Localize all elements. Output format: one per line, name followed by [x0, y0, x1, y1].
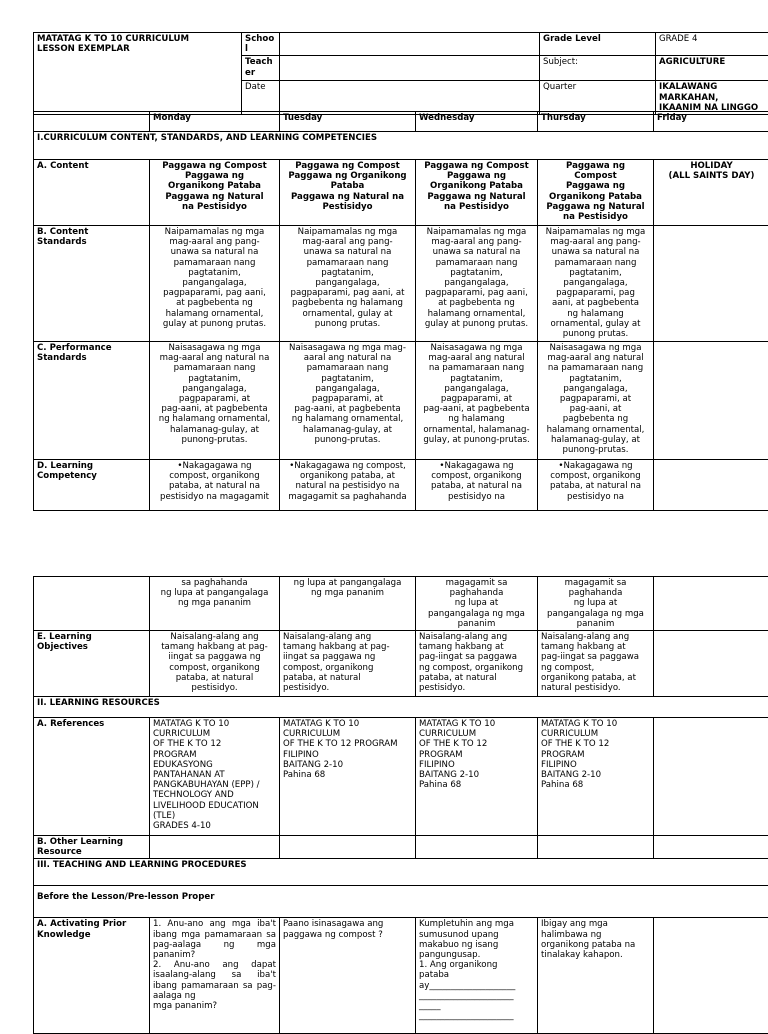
lesson-exemplar-table-page-1 [33, 32, 768, 115]
competency-monday: •Nakagagawa ng compost, organikong pataba, at natural na pestisidyo na magagamit [150, 460, 280, 511]
quarter-value: IKALAWANG MARKAHAN, IKAANIM NA LINGGO [656, 81, 768, 115]
row-label-objectives: E. Learning Objectives [34, 631, 150, 697]
prior-knowledge-monday: 1. Anu-ano ang mga iba't ibang mga pamamaraan sa pag-aalaga ng mga pananim? 2. Anu-ano ang dapat isaalang-alang sa iba't ibang pamamaraan sa pag-aalaga ng mga pananim? [150, 918, 280, 1034]
date-field[interactable] [280, 81, 540, 115]
other-resources-friday [654, 836, 768, 859]
grade-level-label: Grade Level [540, 33, 656, 56]
corner-cell [34, 112, 150, 132]
objectives-friday [654, 631, 768, 697]
prior-knowledge-tuesday: Paano isinasagawa ang paggawa ng compost ? [280, 918, 416, 1034]
other-resources-tuesday [280, 836, 416, 859]
performance-standards-wednesday: Naisasagawa ng mga mag-aaral ang natural na pamamaraan nang pagtatanim, pangangalaga, pagpaparami, at pag-aani, at pagbebenta ng halamang ornamental, halamanag- gulay, at punong-prutas. [416, 342, 538, 460]
objectives-tuesday: Naisalang-alang ang tamang hakbang at pag- iingat sa paggawa ng compost, organikong pataba, at natural pestisidyo. [280, 631, 416, 697]
day-monday: Monday [150, 112, 280, 132]
objectives-thursday: Naisalang-alang ang tamang hakbang at pag-iingat sa paggawa ng compost, organikong pataba, at natural pestisidyo. [538, 631, 654, 697]
competency-cont-tuesday: ng lupa at pangangalaga ng mga pananim [280, 577, 416, 631]
objectives-monday: Naisalang-alang ang tamang hakbang at pag- iingat sa paggawa ng compost, organikong pataba, at natural pestisidyo. [150, 631, 280, 697]
grade-level-value: GRADE 4 [656, 33, 768, 56]
lesson-plan-grid-page-1 [33, 111, 768, 511]
lesson-plan-grid-page-2 [33, 576, 768, 1034]
section-before-lesson: Before the Lesson/Pre-lesson Proper [34, 886, 768, 918]
day-friday: Friday [654, 112, 768, 132]
row-label-other-resources: B. Other Learning Resource [34, 836, 150, 859]
subject-value: AGRICULTURE [656, 56, 768, 81]
references-monday: MATATAG K TO 10 CURRICULUM OF THE K TO 12 PROGRAM EDUKASYONG PANTAHANAN AT PANGKABUHAYAN (EPP) / TECHNOLOGY AND LIVELIHOOD EDUCATION (TLE) GRADES 4-10 [150, 718, 280, 836]
content-friday: HOLIDAY (ALL SAINTS DAY) [654, 160, 768, 226]
teacher-label: Teach er [242, 56, 280, 81]
quarter-label: Quarter [540, 81, 656, 115]
competency-thursday: •Nakagagawa ng compost, organikong pataba, at natural na pestisidyo na [538, 460, 654, 511]
content-standards-thursday: Naipamamalas ng mga mag-aaral ang pang- unawa sa natural na pamamaraan nang pagtatanim, pangangalaga, pagpaparami, pag aani, at pagbebenta ng halamang ornamental, gulay at punong prutas. [538, 226, 654, 342]
references-friday [654, 718, 768, 836]
subject-label: Subject: [540, 56, 656, 81]
competency-cont-friday [654, 577, 768, 631]
content-standards-wednesday: Naipamamalas ng mga mag-aaral ang pang- unawa sa natural na pamamaraan nang pagtatanim, pangangalaga, pagpaparami, pag aani, at pagbebenta ng halamang ornamental, gulay at punong prutas. [416, 226, 538, 342]
references-thursday: MATATAG K TO 10 CURRICULUM OF THE K TO 12 PROGRAM FILIPINO BAITANG 2-10 Pahina 68 [538, 718, 654, 836]
competency-cont-label [34, 577, 150, 631]
performance-standards-monday: Naisasagawa ng mga mag-aaral ang natural na pamamaraan nang pagtatanim, pangangalaga, pagpaparami, at pag-aani, at pagbebenta ng halamang ornamental, halamanag-gulay, at punong-prutas. [150, 342, 280, 460]
other-resources-monday [150, 836, 280, 859]
school-field[interactable] [280, 33, 540, 56]
row-label-content: A. Content [34, 160, 150, 226]
prior-knowledge-thursday: Ibigay ang mga halimbawa ng organikong pataba na tinalakay kahapon. [538, 918, 654, 1034]
row-label-competency: D. Learning Competency [34, 460, 150, 511]
content-thursday: Paggawa ng Compost Paggawa ng Organikong Pataba Paggawa ng Natural na Pestisidyo [538, 160, 654, 226]
content-wednesday: Paggawa ng Compost Paggawa ng Organikong Pataba Paggawa ng Natural na Pestisidyo [416, 160, 538, 226]
date-label: Date [242, 81, 280, 115]
content-standards-friday [654, 226, 768, 342]
performance-standards-tuesday: Naisasagawa ng mga mag- aaral ang natural na pamamaraan nang pagtatanim, pangangalaga, pagpaparami, at pag-aani, at pagbebenta ng halamang ornamental, halamanag-gulay, at punong-prutas. [280, 342, 416, 460]
references-wednesday: MATATAG K TO 10 CURRICULUM OF THE K TO 12 PROGRAM FILIPINO BAITANG 2-10 Pahina 68 [416, 718, 538, 836]
row-label-content-standards: B. Content Standards [34, 226, 150, 342]
section-procedures: III. TEACHING AND LEARNING PROCEDURES [34, 859, 768, 886]
prior-knowledge-wednesday: Kumpletuhin ang mga sumusunod upang makabuo ng isang pangungusap. 1. Ang organikong pataba ay____________________ ______________________ _____ ______________________ [416, 918, 538, 1034]
school-label: Schoo l [242, 33, 280, 56]
content-standards-tuesday: Naipamamalas ng mga mag-aaral ang pang- unawa sa natural na pamamaraan nang pagtatanim, pangangalaga, pagpaparami, pag aani, at pagbebenta ng halamang ornamental, gulay at punong prutas. [280, 226, 416, 342]
row-label-prior-knowledge: A. Activating Prior Knowledge [34, 918, 150, 1034]
teacher-field[interactable] [280, 56, 540, 81]
performance-standards-friday [654, 342, 768, 460]
competency-cont-monday: sa paghahanda ng lupa at pangangalaga ng mga pananim [150, 577, 280, 631]
references-tuesday: MATATAG K TO 10 CURRICULUM OF THE K TO 12 PROGRAM FILIPINO BAITANG 2-10 Pahina 68 [280, 718, 416, 836]
other-resources-wednesday [416, 836, 538, 859]
competency-friday [654, 460, 768, 511]
exemplar-title: MATATAG K TO 10 CURRICULUM LESSON EXEMPLAR [34, 33, 242, 115]
content-monday: Paggawa ng Compost Paggawa ng Organikong Pataba Paggawa ng Natural na Pestisidyo [150, 160, 280, 226]
day-tuesday: Tuesday [280, 112, 416, 132]
content-standards-monday: Naipamamalas ng mga mag-aaral ang pang- unawa sa natural na pamamaraan nang pagtatanim, pangangalaga, pagpaparami, pag aani, at pagbebenta ng halamang ornamental, gulay at punong prutas. [150, 226, 280, 342]
competency-wednesday: •Nakagagawa ng compost, organikong pataba, at natural na pestisidyo na [416, 460, 538, 511]
other-resources-thursday [538, 836, 654, 859]
day-wednesday: Wednesday [416, 112, 538, 132]
competency-tuesday: •Nakagagawa ng compost, organikong pataba, at natural na pestisidyo na magagamit sa paghahanda [280, 460, 416, 511]
objectives-wednesday: Naisalang-alang ang tamang hakbang at pag-iingat sa paggawa ng compost, organikong pataba, at natural pestisidyo. [416, 631, 538, 697]
row-label-references: A. References [34, 718, 150, 836]
performance-standards-thursday: Naisasagawa ng mga mag-aaral ang natural na pamamaraan nang pagtatanim, pangangalaga, pagpaparami, at pag-aani, at pagbebenta ng halamang ornamental, halamanag-gulay, at punong-prutas. [538, 342, 654, 460]
prior-knowledge-friday [654, 918, 768, 1034]
section-resources: II. LEARNING RESOURCES [34, 697, 768, 718]
day-thursday: Thursday [538, 112, 654, 132]
content-tuesday: Paggawa ng Compost Paggawa ng Organikong Pataba Paggawa ng Natural na Pestisidyo [280, 160, 416, 226]
competency-cont-thursday: magagamit sa paghahanda ng lupa at pangangalaga ng mga pananim [538, 577, 654, 631]
competency-cont-wednesday: magagamit sa paghahanda ng lupa at pangangalaga ng mga pananim [416, 577, 538, 631]
row-label-performance-standards: C. Performance Standards [34, 342, 150, 460]
section-curriculum: I.CURRICULUM CONTENT, STANDARDS, AND LEARNING COMPETENCIES [34, 132, 768, 160]
